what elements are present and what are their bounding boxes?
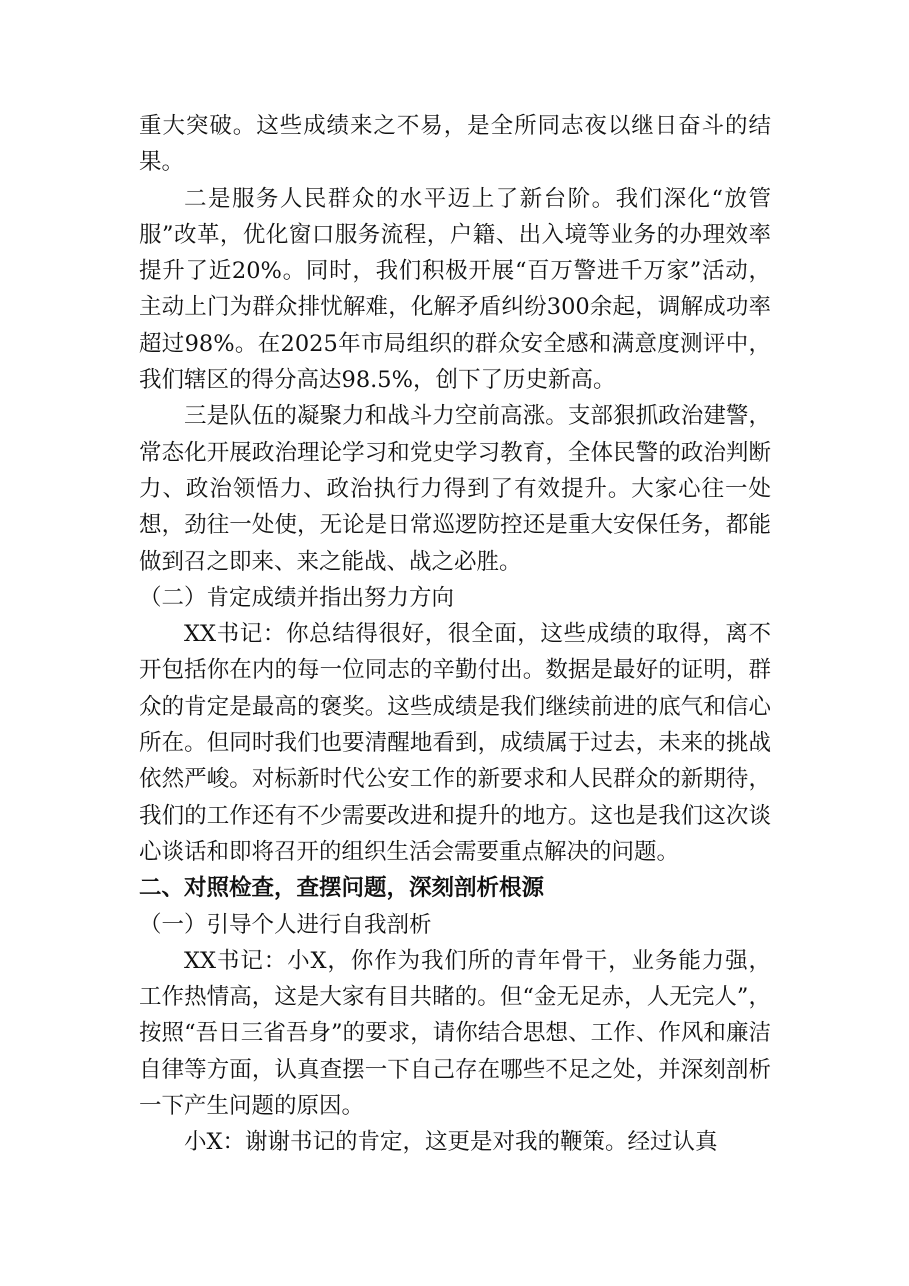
paragraph-continuation: 重大突破。这些成绩来之不易，是全所同志夜以继日奋斗的结果。 xyxy=(139,113,771,176)
paragraph-secretary-question: XX书记：小X，你作为我们所的青年骨干，业务能力强，工作热情高，这是大家有目共睹的。但“金无足赤，人无完人”，按照“吾日三省吾身”的要求，请你结合思想、工作、作风和廉洁自律等方面，认真查摆一下自己存在哪些不足之处，并深刻剖析一下产生问题的原因。 xyxy=(139,947,771,1120)
subheading-self-analysis: （一）引导个人进行自我剖析 xyxy=(139,911,432,938)
paragraph-team-cohesion: 三是队伍的凝聚力和战斗力空前高涨。支部狠抓政治建警，常态化开展政治理论学习和党史学习教育，全体民警的政治判断力、政治领悟力、政治执行力得到了有效提升。大家心往一处想，劲往一处使，无论是日常巡逻防控还是重大安保任务，都能做到召之即来、来之能战、战之必胜。 xyxy=(139,403,771,575)
subheading-affirm-achievements: （二）肯定成绩并指出努力方向 xyxy=(139,584,455,611)
paragraph-secretary-comment: XX书记：你总结得很好，很全面，这些成绩的取得，离不开包括你在内的每一位同志的辛勤付出。数据是最好的证明，群众的肯定是最高的褒奖。这些成绩是我们继续前进的底气和信心所在。但同时我们也要清醒地看到，成绩属于过去，未来的挑战依然严峻。对标新时代公安工作的新要求和人民群众的新期待，我们的工作还有不少需要改进和提升的地方。这也是我们这次谈心谈话和即将召开的组织生活会需要重点解决的问题。 xyxy=(139,621,771,865)
document-body xyxy=(139,108,771,1161)
section-heading-self-examination: 二、对照检查，查摆问题，深刻剖析根源 xyxy=(139,875,545,902)
paragraph-service-level: 二是服务人民群众的水平迈上了新台阶。我们深化“放管服”改革，优化窗口服务流程，户籍、出入境等业务的办理效率提升了近20%。同时，我们积极开展“百万警进千万家”活动，主动上门为群众排忧解难，化解矛盾纠纷300余起，调解成功率超过98%。在2025年市局组织的群众安全感和满意度测评中，我们辖区的得分高达98.5%，创下了历史新高。 xyxy=(139,185,771,394)
paragraph-reply: 小X：谢谢书记的肯定，这更是对我的鞭策。经过认真 xyxy=(184,1129,718,1156)
